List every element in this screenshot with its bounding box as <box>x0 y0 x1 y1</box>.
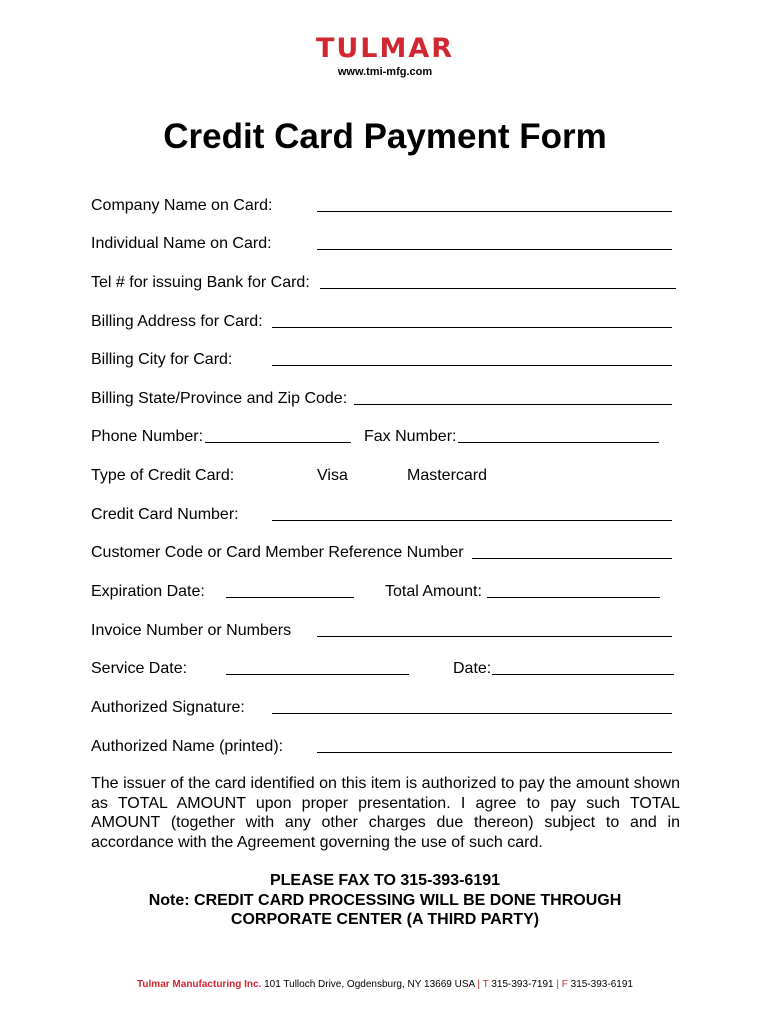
card-number-label: Credit Card Number: <box>91 506 239 523</box>
card-number-line[interactable] <box>272 520 672 521</box>
customer-code-line[interactable] <box>472 558 672 559</box>
individual-name-line[interactable] <box>317 249 672 250</box>
footer-tel-label: T <box>482 979 489 990</box>
phone-number-label: Phone Number: <box>91 428 204 445</box>
customer-code-label: Customer Code or Card Member Reference Number <box>91 544 464 561</box>
footer-fax-label: F <box>561 979 568 990</box>
fax-notice-line1: PLEASE FAX TO 315-393-6191 <box>269 872 501 889</box>
printed-name-label: Authorized Name (printed): <box>91 738 284 755</box>
footer-tel: 315-393-7191 <box>491 979 554 990</box>
footer-separator: | <box>477 979 480 990</box>
expiration-date-line[interactable] <box>226 597 354 598</box>
card-type-label: Type of Credit Card: <box>91 467 235 484</box>
fax-number-line[interactable] <box>458 442 659 443</box>
company-name-label: Company Name on Card: <box>91 197 273 214</box>
footer-fax: 315-393-6191 <box>570 979 633 990</box>
company-name-line[interactable] <box>317 211 672 212</box>
fax-notice <box>0 871 770 930</box>
footer-address: 101 Tulloch Drive, Ogdensburg, NY 13669 USA <box>264 979 475 990</box>
website-url[interactable]: www.tmi-mfg.com <box>337 66 433 78</box>
expiration-date-label: Expiration Date: <box>91 583 205 600</box>
card-type-mastercard[interactable]: Mastercard <box>407 467 488 484</box>
fax-notice-line2: Note: CREDIT CARD PROCESSING WILL BE DONE THROUGH <box>148 891 622 909</box>
phone-number-line[interactable] <box>205 442 351 443</box>
billing-city-line[interactable] <box>272 365 672 366</box>
bank-tel-line[interactable] <box>320 288 676 289</box>
card-type-visa[interactable]: Visa <box>317 467 348 484</box>
signature-line[interactable] <box>272 713 672 714</box>
billing-address-line[interactable] <box>272 327 672 328</box>
fax-number-label: Fax Number: <box>364 428 457 445</box>
signature-label: Authorized Signature: <box>91 699 245 716</box>
footer-separator: | <box>556 979 559 990</box>
service-date-label: Service Date: <box>91 660 188 677</box>
billing-address-label: Billing Address for Card: <box>91 313 263 330</box>
total-amount-label: Total Amount: <box>385 583 482 600</box>
date-label: Date: <box>453 660 492 677</box>
service-date-line[interactable] <box>226 674 409 675</box>
total-amount-line[interactable] <box>487 597 660 598</box>
individual-name-label: Individual Name on Card: <box>91 235 272 252</box>
authorization-text: The issuer of the card identified on this item is authorized to pay the amount shown as TOTAL AMOUNT upon proper presentation. I agree to pay such TOTAL AMOUNT (together with any other charges due thereon) subject to and in accordance with the Agreement governing the use of such card. <box>91 775 680 851</box>
date-line[interactable] <box>492 674 674 675</box>
invoice-numbers-label: Invoice Number or Numbers <box>91 622 292 639</box>
footer-company: Tulmar Manufacturing Inc. <box>137 979 262 990</box>
invoice-numbers-line[interactable] <box>317 636 672 637</box>
printed-name-line[interactable] <box>317 752 672 753</box>
billing-state-zip-line[interactable] <box>354 404 672 405</box>
bank-tel-label: Tel # for issuing Bank for Card: <box>91 274 310 291</box>
billing-state-zip-label: Billing State/Province and Zip Code: <box>91 390 348 407</box>
fax-notice-line3: CORPORATE CENTER (A THIRD PARTY) <box>230 911 540 928</box>
tulmar-logo: TULMAR <box>315 33 455 64</box>
footer <box>0 979 770 990</box>
billing-city-label: Billing City for Card: <box>91 351 233 368</box>
form-title: Credit Card Payment Form <box>163 117 607 156</box>
